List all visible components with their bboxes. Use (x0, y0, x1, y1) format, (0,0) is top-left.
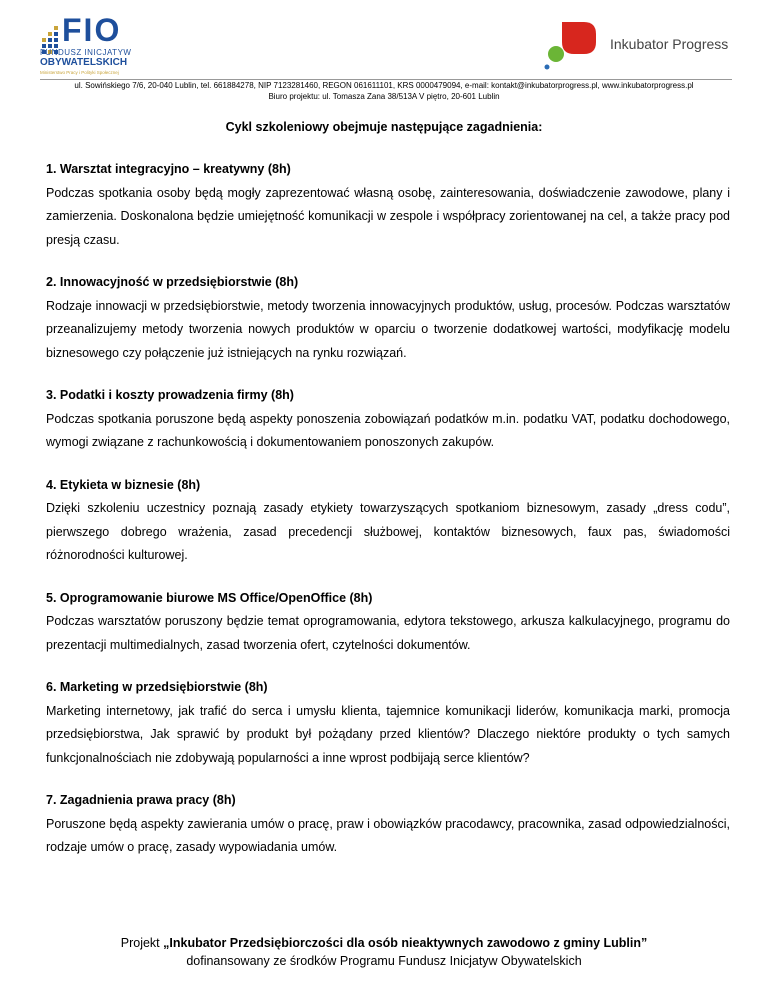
footer-prefix: Projekt (120, 936, 164, 950)
section-4 (46, 474, 730, 568)
address-line-1: ul. Sowińskiego 7/6, 20-040 Lublin, tel. 661884278, NIP 7123281460, REGON 061611101, KRS 0000479094, e-mail: kontakt@inkubatorprogress.pl, www.inkubatorprogress.pl (74, 81, 694, 90)
section-heading: 3. Podatki i koszty prowadzenia firmy (8h) (46, 388, 294, 402)
footer-project-name: „Inkubator Przedsiębiorczości dla osób nieaktywnych zawodowo z gminy Lublin” (163, 936, 648, 950)
fio-logo-line3: Ministerstwo Pracy i Polityki Społecznej (40, 70, 119, 75)
section-text: Podczas warsztatów poruszony będzie temat oprogramowania, edytora tekstowego, arkusza kalkulacyjnego, programu do prezentacji multimedialnych, zasad tworzenia ofert, czytelności dokumentów. (46, 614, 730, 652)
section-1 (46, 158, 730, 252)
inkubator-progress-logo (540, 20, 740, 75)
footer-line-1 (0, 934, 768, 952)
section-7 (46, 789, 730, 860)
section-text: Podczas spotkania osoby będą mogły zaprezentować własną osobę, zainteresowania, doświadczenie zawodowe, plany i zamierzenia. Doskonalona będzie umiejętność komunikacji w zespole i współpracy zorientowanej na cel, a także pracy pod presją czasu. (46, 185, 730, 247)
section-6 (46, 676, 730, 770)
document-header (0, 0, 768, 80)
section-text: Dzięki szkoleniu uczestnicy poznają zasady etykiety towarzyszących spotkaniom biznesowym, zasady „dress codu”, pierwszego dobrego wrażenia, zasad precedencji służbowej, kontaktów biznesowych, faux pas, świadomości różnorodności kulturowej. (46, 501, 730, 562)
section-heading: 6. Marketing w przedsiębiorstwie (8h) (46, 680, 268, 694)
section-3 (46, 384, 730, 455)
footer-line-2: dofinansowany ze środków Programu Fundusz Inicjatyw Obywatelskich (186, 954, 582, 968)
fio-logo-main: FIO (62, 12, 122, 48)
fio-logo (40, 14, 160, 76)
section-heading: 2. Innowacyjność w przedsiębiorstwie (8h) (46, 275, 299, 289)
section-heading: 1. Warsztat integracyjno – kreatywny (8h) (46, 162, 291, 176)
inkubator-progress-name: Inkubator Progress (610, 36, 729, 52)
section-heading: 4. Etykieta w biznesie (8h) (46, 477, 201, 492)
address-block (0, 80, 768, 102)
address-line-2: Biuro projektu: ul. Tomasza Zana 38/513A V piętro, 20-601 Lublin (268, 92, 500, 101)
inkubator-progress-mark-icon (540, 20, 604, 72)
fio-logo-line2: OBYWATELSKICH (40, 57, 128, 68)
section-2 (46, 271, 730, 365)
fio-logo-line1: FUNDUSZ INICJATYW (40, 48, 132, 57)
section-heading: 5. Oprogramowanie biurowe MS Office/OpenOffice (8h) (46, 590, 373, 605)
section-text: Rodzaje innowacji w przedsiębiorstwie, metody tworzenia innowacyjnych produktów, usług, procesów. Podczas warsztatów przeanalizujemy metody tworzenia nowych produktów w oparciu o tworzenie dodatkowej wartości, modyfikację modelu biznesowego czy połączenie już istniejących na rynku rozwiązań. (46, 298, 730, 360)
section-5 (46, 587, 730, 658)
section-text: Podczas spotkania poruszone będą aspekty ponoszenia zobowiązań podatków m.in. podatku VAT, podatku dochodowego, wymogi związane z rachunkowością i dokumentowaniem ponoszonych zakupów. (46, 411, 730, 449)
sections-list (46, 158, 730, 879)
section-text: Marketing internetowy, jak trafić do serca i umysłu klienta, tajemnice komunikacji liderów, komunikacja marki, promocja przedsiębiorstwa, Jak sprawić by produkt był pożądany przed klientów? Dlaczego niektóre produkty o tych samych funkcjonalnościach nie zdobywają popularności a inne wprost podbijają serce klientów? (46, 703, 730, 765)
section-text: Poruszone będą aspekty zawierania umów o pracę, praw i obowiązków pracodawcy, pracownika, zasad odpowiedzialności, rodzaje umów o pracę, zasady wypowiadania umów. (46, 816, 730, 854)
document-title: Cykl szkoleniowy obejmuje następujące zagadnienia: (225, 120, 543, 134)
section-heading: 7. Zagadnienia prawa pracy (8h) (46, 793, 236, 807)
document-footer (0, 934, 768, 970)
